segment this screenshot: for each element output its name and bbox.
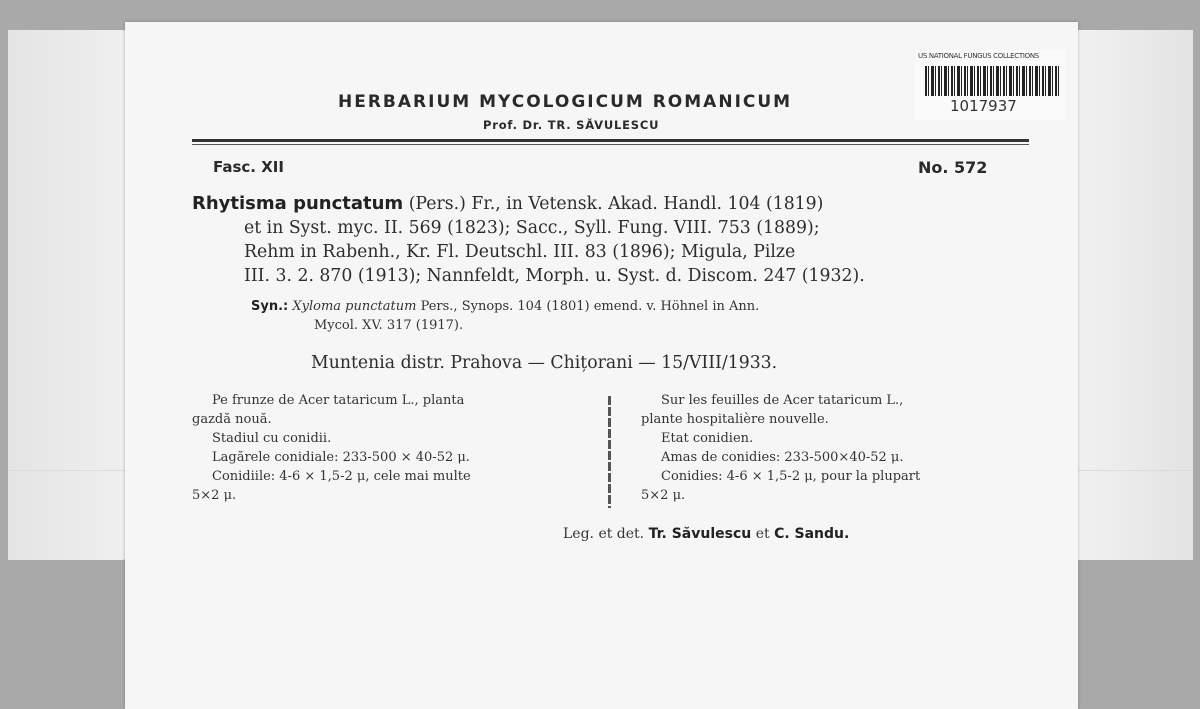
synonym-block (251, 297, 1041, 335)
synonym-name: Xyloma punctatum (292, 299, 417, 314)
note-line: 5×2 μ. (641, 488, 686, 503)
note-line: Pe frunze de Acer tataricum L., planta (212, 393, 465, 408)
specimen-number: No. 572 (918, 158, 988, 177)
notes-romanian (192, 391, 602, 505)
citation-line: et in Syst. myc. II. 569 (1823); Sacc., Syll. Fung. VIII. 753 (1889); (244, 218, 820, 238)
collection-locality: Muntenia distr. Prahova — Chițorani — 15/VIII/1933. (311, 353, 778, 373)
notes-french (641, 391, 1041, 505)
herbarium-subtitle: Prof. Dr. TR. SĂVULESCU (483, 118, 660, 132)
note-line: Etat conidien. (661, 431, 754, 446)
note-line: 5×2 μ. (192, 488, 237, 503)
barcode-number: 1017937 (950, 97, 1017, 115)
header-rule-thin (192, 144, 1029, 145)
synonym-citation: Pers., Synops. 104 (1801) emend. v. Höhnel in Ann. (420, 299, 760, 314)
citation-line (192, 192, 1032, 216)
taxon-citation (192, 192, 1032, 288)
note-line: Amas de conidies: 233-500×40-52 μ. (661, 450, 904, 465)
column-divider (608, 396, 611, 508)
note-line: Stadiul cu conidii. (212, 431, 332, 446)
note-line: gazdă nouă. (192, 412, 272, 427)
citation-text: (Pers.) Fr., in Vetensk. Akad. Handl. 104 (1819) (408, 194, 824, 214)
header-rule (192, 139, 1029, 142)
note-line: Lagărele conidiale: 233-500 × 40-52 μ. (212, 450, 470, 465)
barcode-caption: US NATIONAL FUNGUS COLLECTIONS (918, 52, 1039, 60)
synonym-label: Syn.: (251, 299, 289, 314)
barcode-icon (925, 66, 1060, 96)
collector-prefix: Leg. et det. (563, 526, 645, 542)
species-name: Rhytisma punctatum (192, 193, 404, 214)
note-line: Conidiile: 4-6 × 1,5-2 μ, cele mai multe (212, 469, 471, 484)
collector-line (563, 526, 849, 542)
collector-name: C. Sandu. (774, 526, 850, 542)
fascicle-label: Fasc. XII (213, 158, 284, 176)
collector-name: Tr. Săvulescu (648, 526, 752, 542)
note-line: Conidies: 4-6 × 1,5-2 μ, pour la plupart (661, 469, 921, 484)
citation-line: III. 3. 2. 870 (1913); Nannfeldt, Morph. u. Syst. d. Discom. 247 (1932). (244, 266, 865, 286)
note-line: Sur les feuilles de Acer tataricum L., (661, 393, 904, 408)
citation-line: Rehm in Rabenh., Kr. Fl. Deutschl. III. 83 (1896); Migula, Pilze (244, 242, 796, 262)
note-line: plante hospitalière nouvelle. (641, 412, 829, 427)
herbarium-title: HERBARIUM MYCOLOGICUM ROMANICUM (338, 92, 793, 112)
collector-conj: et (755, 526, 770, 542)
synonym-citation-cont: Mycol. XV. 317 (1917). (314, 318, 464, 333)
